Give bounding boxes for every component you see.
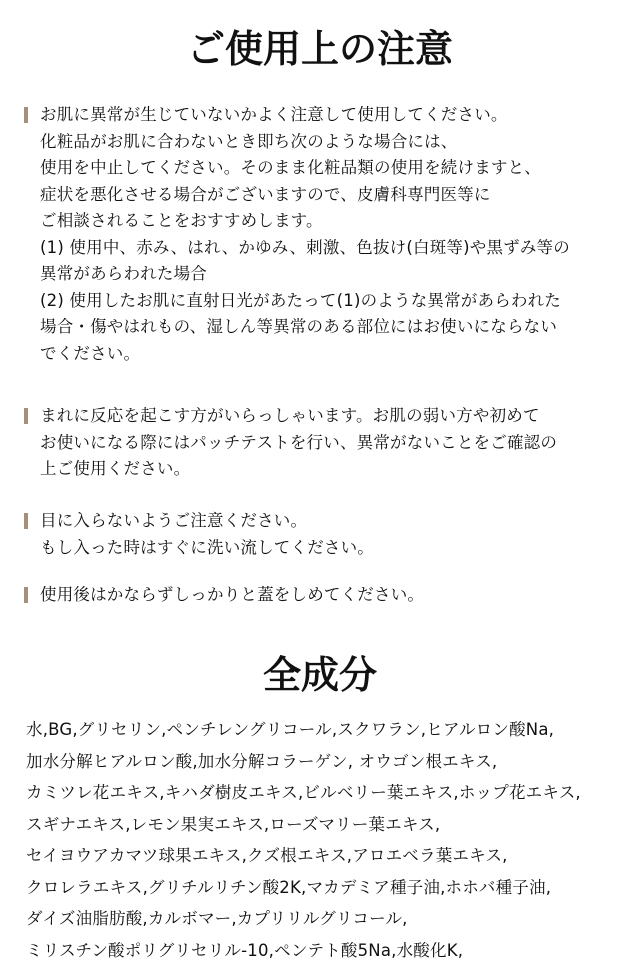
caution-item-text <box>40 403 624 483</box>
caution-item-2 <box>24 403 624 483</box>
caution-line: ご相談されることをおすすめします。 <box>40 208 624 235</box>
caution-item-4 <box>24 582 624 609</box>
ingredients-heading: 全成分 <box>0 652 640 698</box>
caution-line: もし入った時はすぐに洗い流してください。 <box>40 535 624 562</box>
ingredients-line: ミリスチン酸ポリグリセリル-10,ペンテト酸5Na,水酸化K, <box>26 935 626 966</box>
caution-line: まれに反応を起こす方がいらっしゃいます。お肌の弱い方や初めて <box>40 403 624 430</box>
caution-line: (1) 使用中、赤み、はれ、かゆみ、刺激、色抜け(白斑等)や黒ずみ等の <box>40 235 624 262</box>
caution-line: 異常があらわれた場合 <box>40 261 624 288</box>
caution-line: 化粧品がお肌に合わないとき即ち次のような場合には、 <box>40 129 624 156</box>
ingredients-list <box>26 714 626 966</box>
ingredients-line: スギナエキス,レモン果実エキス,ローズマリー葉エキス, <box>26 809 626 841</box>
caution-line: 場合・傷やはれもの、湿しん等異常のある部位にはお使いにならない <box>40 314 624 341</box>
ingredients-line: セイヨウアカマツ球果エキス,クズ根エキス,アロエベラ葉エキス, <box>26 840 626 872</box>
caution-line: 症状を悪化させる場合がございますので、皮膚科専門医等に <box>40 182 624 209</box>
caution-line: 目に入らないようご注意ください。 <box>40 508 624 535</box>
caution-line: (2) 使用したお肌に直射日光があたって(1)のような異常があらわれた <box>40 288 624 315</box>
ingredients-line: ダイズ油脂肪酸,カルボマー,カプリリルグリコール, <box>26 903 626 935</box>
caution-line: お使いになる際にはパッチテストを行い、異常がないことをご確認の <box>40 430 624 457</box>
caution-line: 上ご使用ください。 <box>40 456 624 483</box>
caution-line: お肌に異常が生じていないかよく注意して使用してください。 <box>40 102 624 129</box>
caution-item-text <box>40 582 624 609</box>
caution-marker-bar <box>24 107 28 123</box>
cautions-heading: ご使用上の注意 <box>0 26 640 72</box>
ingredients-line: 加水分解ヒアルロン酸,加水分解コラーゲン, オウゴン根エキス, <box>26 746 626 778</box>
caution-marker-bar <box>24 408 28 424</box>
ingredients-line: 水,BG,グリセリン,ペンチレングリコール,スクワラン,ヒアルロン酸Na, <box>26 714 626 746</box>
caution-marker-bar <box>24 513 28 529</box>
caution-item-1 <box>24 102 624 367</box>
ingredients-line: クロレラエキス,グリチルリチン酸2K,マカデミア種子油,ホホバ種子油, <box>26 872 626 904</box>
caution-item-text <box>40 102 624 367</box>
caution-item-3 <box>24 508 624 561</box>
ingredients-line: カミツレ花エキス,キハダ樹皮エキス,ビルベリー葉エキス,ホップ花エキス, <box>26 777 626 809</box>
caution-line: 使用後はかならずしっかりと蓋をしめてください。 <box>40 582 624 609</box>
caution-marker-bar <box>24 587 28 603</box>
caution-line: でください。 <box>40 341 624 368</box>
caution-line: 使用を中止してください。そのまま化粧品類の使用を続けますと、 <box>40 155 624 182</box>
caution-item-text <box>40 508 624 561</box>
